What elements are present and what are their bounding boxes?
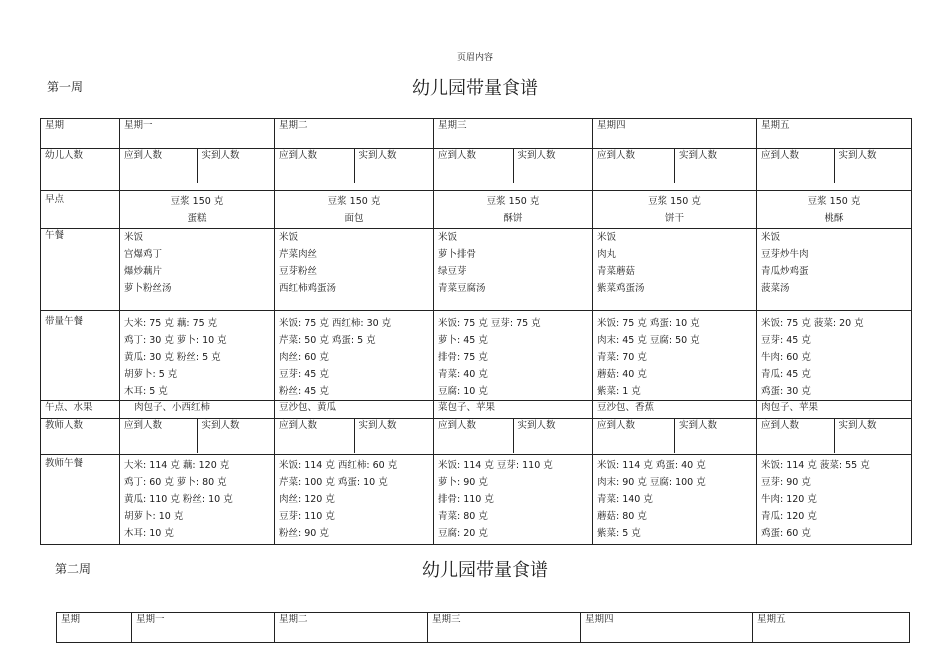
amount-line: 青菜: 40 克 (438, 369, 488, 380)
teacher-amount-line: 青瓜: 120 克 (761, 511, 817, 522)
child-count-row (41, 149, 912, 191)
teacher-amount-line: 大米: 114 克 藕: 120 克 (124, 460, 230, 471)
lunch-item: 米饭 (597, 232, 617, 243)
amount-line: 米饭: 75 克 菠菜: 20 克 (761, 318, 864, 329)
teacher-amount-line: 蘑菇: 80 克 (597, 511, 647, 522)
actual-count-value (197, 437, 274, 453)
lunch-item: 米饭 (761, 232, 781, 243)
lunch-item: 豆芽炒牛肉 (761, 249, 809, 260)
lunch-item: 萝卜排骨 (438, 249, 477, 260)
lunch-item: 青菜蘑菇 (597, 266, 636, 277)
actual-count-label: 实到人数 (675, 149, 757, 167)
teacher-amount-line: 青菜: 140 克 (597, 494, 653, 505)
actual-count-value (834, 437, 911, 453)
actual-count-label: 实到人数 (513, 149, 592, 167)
teacher-amount-line: 排骨: 110 克 (438, 494, 494, 505)
row-header-teacher-count: 教师人数 (41, 419, 120, 455)
amount-line: 肉丝: 60 克 (279, 352, 329, 363)
breakfast-drink: 豆浆 150 克 (648, 196, 701, 207)
teacher-amount-line: 豆腐: 20 克 (438, 528, 488, 539)
breakfast-drink: 豆浆 150 克 (327, 196, 381, 207)
amount-line: 米饭: 75 克 西红柿: 30 克 (279, 318, 392, 329)
amount-line: 青瓜: 45 克 (761, 369, 811, 380)
breakfast-food: 桃酥 (824, 213, 844, 224)
row-header-breakfast: 早点 (41, 191, 120, 229)
day-row (41, 119, 912, 149)
actual-count-value (354, 437, 433, 453)
amount-line: 鸡蛋: 30 克 (761, 386, 811, 397)
teacher-amount-line: 木耳: 10 克 (124, 528, 174, 539)
day-row (57, 613, 910, 643)
expected-count-value (593, 167, 675, 183)
lunch-item: 米饭 (279, 232, 299, 243)
day-name: 星期三 (434, 119, 593, 149)
lunch-item: 豆芽粉丝 (279, 266, 318, 277)
expected-count-value (593, 437, 675, 453)
actual-count-label: 实到人数 (197, 149, 274, 167)
actual-count-value (197, 167, 274, 183)
breakfast-drink: 豆浆 150 克 (170, 196, 224, 207)
breakfast-food: 酥饼 (503, 213, 523, 224)
breakfast-drink: 豆浆 150 克 (807, 196, 861, 207)
actual-count-value (834, 167, 911, 183)
day-name: 星期一 (120, 119, 275, 149)
amount-line: 大米: 75 克 藕: 75 克 (124, 318, 218, 329)
actual-count-label: 实到人数 (834, 419, 911, 437)
lunch-item: 紫菜鸡蛋汤 (597, 283, 645, 294)
amount-line: 豆芽: 45 克 (279, 369, 329, 380)
day-name: 星期五 (753, 613, 910, 643)
snack-item: 豆沙包、黄瓜 (275, 401, 434, 419)
expected-count-value (434, 437, 513, 453)
snack-item: 肉包子、苹果 (757, 401, 912, 419)
snack-item: 肉包子、小西红柿 (120, 401, 275, 419)
day-name: 星期四 (581, 613, 753, 643)
teacher-amount-line: 牛肉: 120 克 (761, 494, 817, 505)
teacher-amount-line: 胡萝卜: 10 克 (124, 511, 184, 522)
teacher-amount-line: 青菜: 80 克 (438, 511, 488, 522)
amount-line: 粉丝: 45 克 (279, 386, 329, 397)
menu-table-week2 (56, 612, 910, 643)
breakfast-drink: 豆浆 150 克 (486, 196, 540, 207)
row-header-lunch-amount: 带量午餐 (41, 311, 120, 401)
expected-count-label: 应到人数 (438, 420, 477, 431)
amount-line: 芹菜: 50 克 鸡蛋: 5 克 (279, 335, 376, 346)
lunch-item: 青菜豆腐汤 (438, 283, 486, 294)
day-name: 星期二 (275, 613, 428, 643)
amount-line: 木耳: 5 克 (124, 386, 168, 397)
teacher-amount-line: 米饭: 114 克 鸡蛋: 40 克 (597, 460, 706, 471)
day-name: 星期二 (275, 119, 434, 149)
teacher-amount-line: 粉丝: 90 克 (279, 528, 329, 539)
week-label: 第二周 (55, 562, 92, 576)
amount-line: 牛肉: 60 克 (761, 352, 811, 363)
teacher-amount-line: 紫菜: 5 克 (597, 528, 641, 539)
expected-count-label: 应到人数 (761, 420, 800, 431)
teacher-amount-line: 芹菜: 100 克 鸡蛋: 10 克 (279, 477, 388, 488)
amount-line: 米饭: 75 克 鸡蛋: 10 克 (597, 318, 700, 329)
snack-item: 豆沙包、香蕉 (593, 401, 757, 419)
teacher-amount-line: 鸡丁: 60 克 萝卜: 80 克 (124, 477, 227, 488)
expected-count-label: 应到人数 (279, 420, 318, 431)
row-header-day: 星期 (41, 119, 120, 149)
amount-line: 豆腐: 10 克 (438, 386, 488, 397)
actual-count-value (513, 167, 592, 183)
expected-count-label: 应到人数 (279, 150, 318, 161)
teacher-amount-line: 黄瓜: 110 克 粉丝: 10 克 (124, 494, 233, 505)
lunch-item: 宫爆鸡丁 (124, 249, 163, 260)
actual-count-label: 实到人数 (354, 149, 433, 167)
actual-count-label: 实到人数 (834, 149, 911, 167)
lunch-item: 青瓜炒鸡蛋 (761, 266, 809, 277)
actual-count-label: 实到人数 (197, 419, 274, 437)
lunch-item: 肉丸 (597, 249, 617, 260)
teacher-amount-line: 萝卜: 90 克 (438, 477, 488, 488)
amount-line: 鸡丁: 30 克 萝卜: 10 克 (124, 335, 227, 346)
row-header-snack: 午点、水果 (41, 401, 120, 419)
teacher-amount-line: 米饭: 114 克 菠菜: 55 克 (761, 460, 870, 471)
actual-count-value (675, 167, 757, 183)
menu-table-week1 (40, 118, 912, 545)
expected-count-value (120, 167, 197, 183)
expected-count-label: 应到人数 (124, 150, 163, 161)
row-header-day: 星期 (57, 613, 132, 643)
expected-count-value (757, 437, 834, 453)
amount-line: 米饭: 75 克 豆芽: 75 克 (438, 318, 541, 329)
lunch-item: 萝卜粉丝汤 (124, 283, 172, 294)
expected-count-value (120, 437, 197, 453)
breakfast-food: 蛋糕 (187, 213, 207, 224)
day-name: 星期一 (132, 613, 275, 643)
amount-line: 青菜: 70 克 (597, 352, 647, 363)
amount-line: 蘑菇: 40 克 (597, 369, 647, 380)
expected-count-label: 应到人数 (124, 420, 163, 431)
lunch-item: 菠菜汤 (761, 283, 790, 294)
doc-title: 幼儿园带量食谱 (412, 78, 538, 99)
row-header-child-count: 幼儿人数 (41, 149, 120, 191)
lunch-item: 爆炒藕片 (124, 266, 163, 277)
lunch-row (41, 229, 912, 311)
row-header-lunch: 午餐 (41, 229, 120, 311)
lunch-item: 米饭 (124, 232, 144, 243)
amount-line: 肉末: 45 克 豆腐: 50 克 (597, 335, 700, 346)
lunch-item: 芹菜肉丝 (279, 249, 318, 260)
amount-line: 黄瓜: 30 克 粉丝: 5 克 (124, 352, 221, 363)
teacher-meal-row (41, 455, 912, 545)
day-name: 星期三 (428, 613, 581, 643)
snack-item: 菜包子、苹果 (434, 401, 593, 419)
amount-line: 紫菜: 1 克 (597, 386, 641, 397)
actual-count-value (354, 167, 433, 183)
lunch-item: 米饭 (438, 232, 458, 243)
expected-count-label: 应到人数 (597, 150, 636, 161)
amount-line: 胡萝卜: 5 克 (124, 369, 178, 380)
actual-count-label: 实到人数 (675, 419, 757, 437)
breakfast-food: 面包 (344, 213, 364, 224)
expected-count-value (275, 167, 354, 183)
teacher-amount-line: 米饭: 114 克 西红柿: 60 克 (279, 460, 398, 471)
lunch-item: 西红柿鸡蛋汤 (279, 283, 337, 294)
expected-count-label: 应到人数 (438, 150, 477, 161)
expected-count-label: 应到人数 (761, 150, 800, 161)
amount-line: 萝卜: 45 克 (438, 335, 488, 346)
row-header-teacher-meal: 教师午餐 (41, 455, 120, 545)
expected-count-value (757, 167, 834, 183)
actual-count-label: 实到人数 (354, 419, 433, 437)
amount-line: 豆芽: 45 克 (761, 335, 811, 346)
breakfast-row (41, 191, 912, 229)
snack-row (41, 401, 912, 419)
week-label: 第一周 (47, 80, 84, 94)
actual-count-value (513, 437, 592, 453)
expected-count-value (434, 167, 513, 183)
teacher-amount-line: 鸡蛋: 60 克 (761, 528, 811, 539)
teacher-count-row (41, 419, 912, 455)
actual-count-value (675, 437, 757, 453)
doc-title: 幼儿园带量食谱 (422, 560, 548, 581)
day-name: 星期四 (593, 119, 757, 149)
breakfast-food: 饼干 (664, 213, 684, 224)
teacher-amount-line: 米饭: 114 克 豆芽: 110 克 (438, 460, 553, 471)
teacher-amount-line: 肉丝: 120 克 (279, 494, 335, 505)
teacher-amount-line: 肉末: 90 克 豆腐: 100 克 (597, 477, 706, 488)
expected-count-value (275, 437, 354, 453)
actual-count-label: 实到人数 (513, 419, 592, 437)
expected-count-label: 应到人数 (597, 420, 636, 431)
teacher-amount-line: 豆芽: 90 克 (761, 477, 811, 488)
lunch-item: 绿豆芽 (438, 266, 467, 277)
day-name: 星期五 (757, 119, 912, 149)
amount-line: 排骨: 75 克 (438, 352, 488, 363)
lunch-amount-row (41, 311, 912, 401)
teacher-amount-line: 豆芽: 110 克 (279, 511, 335, 522)
page-header: 页眉内容 (456, 53, 493, 63)
